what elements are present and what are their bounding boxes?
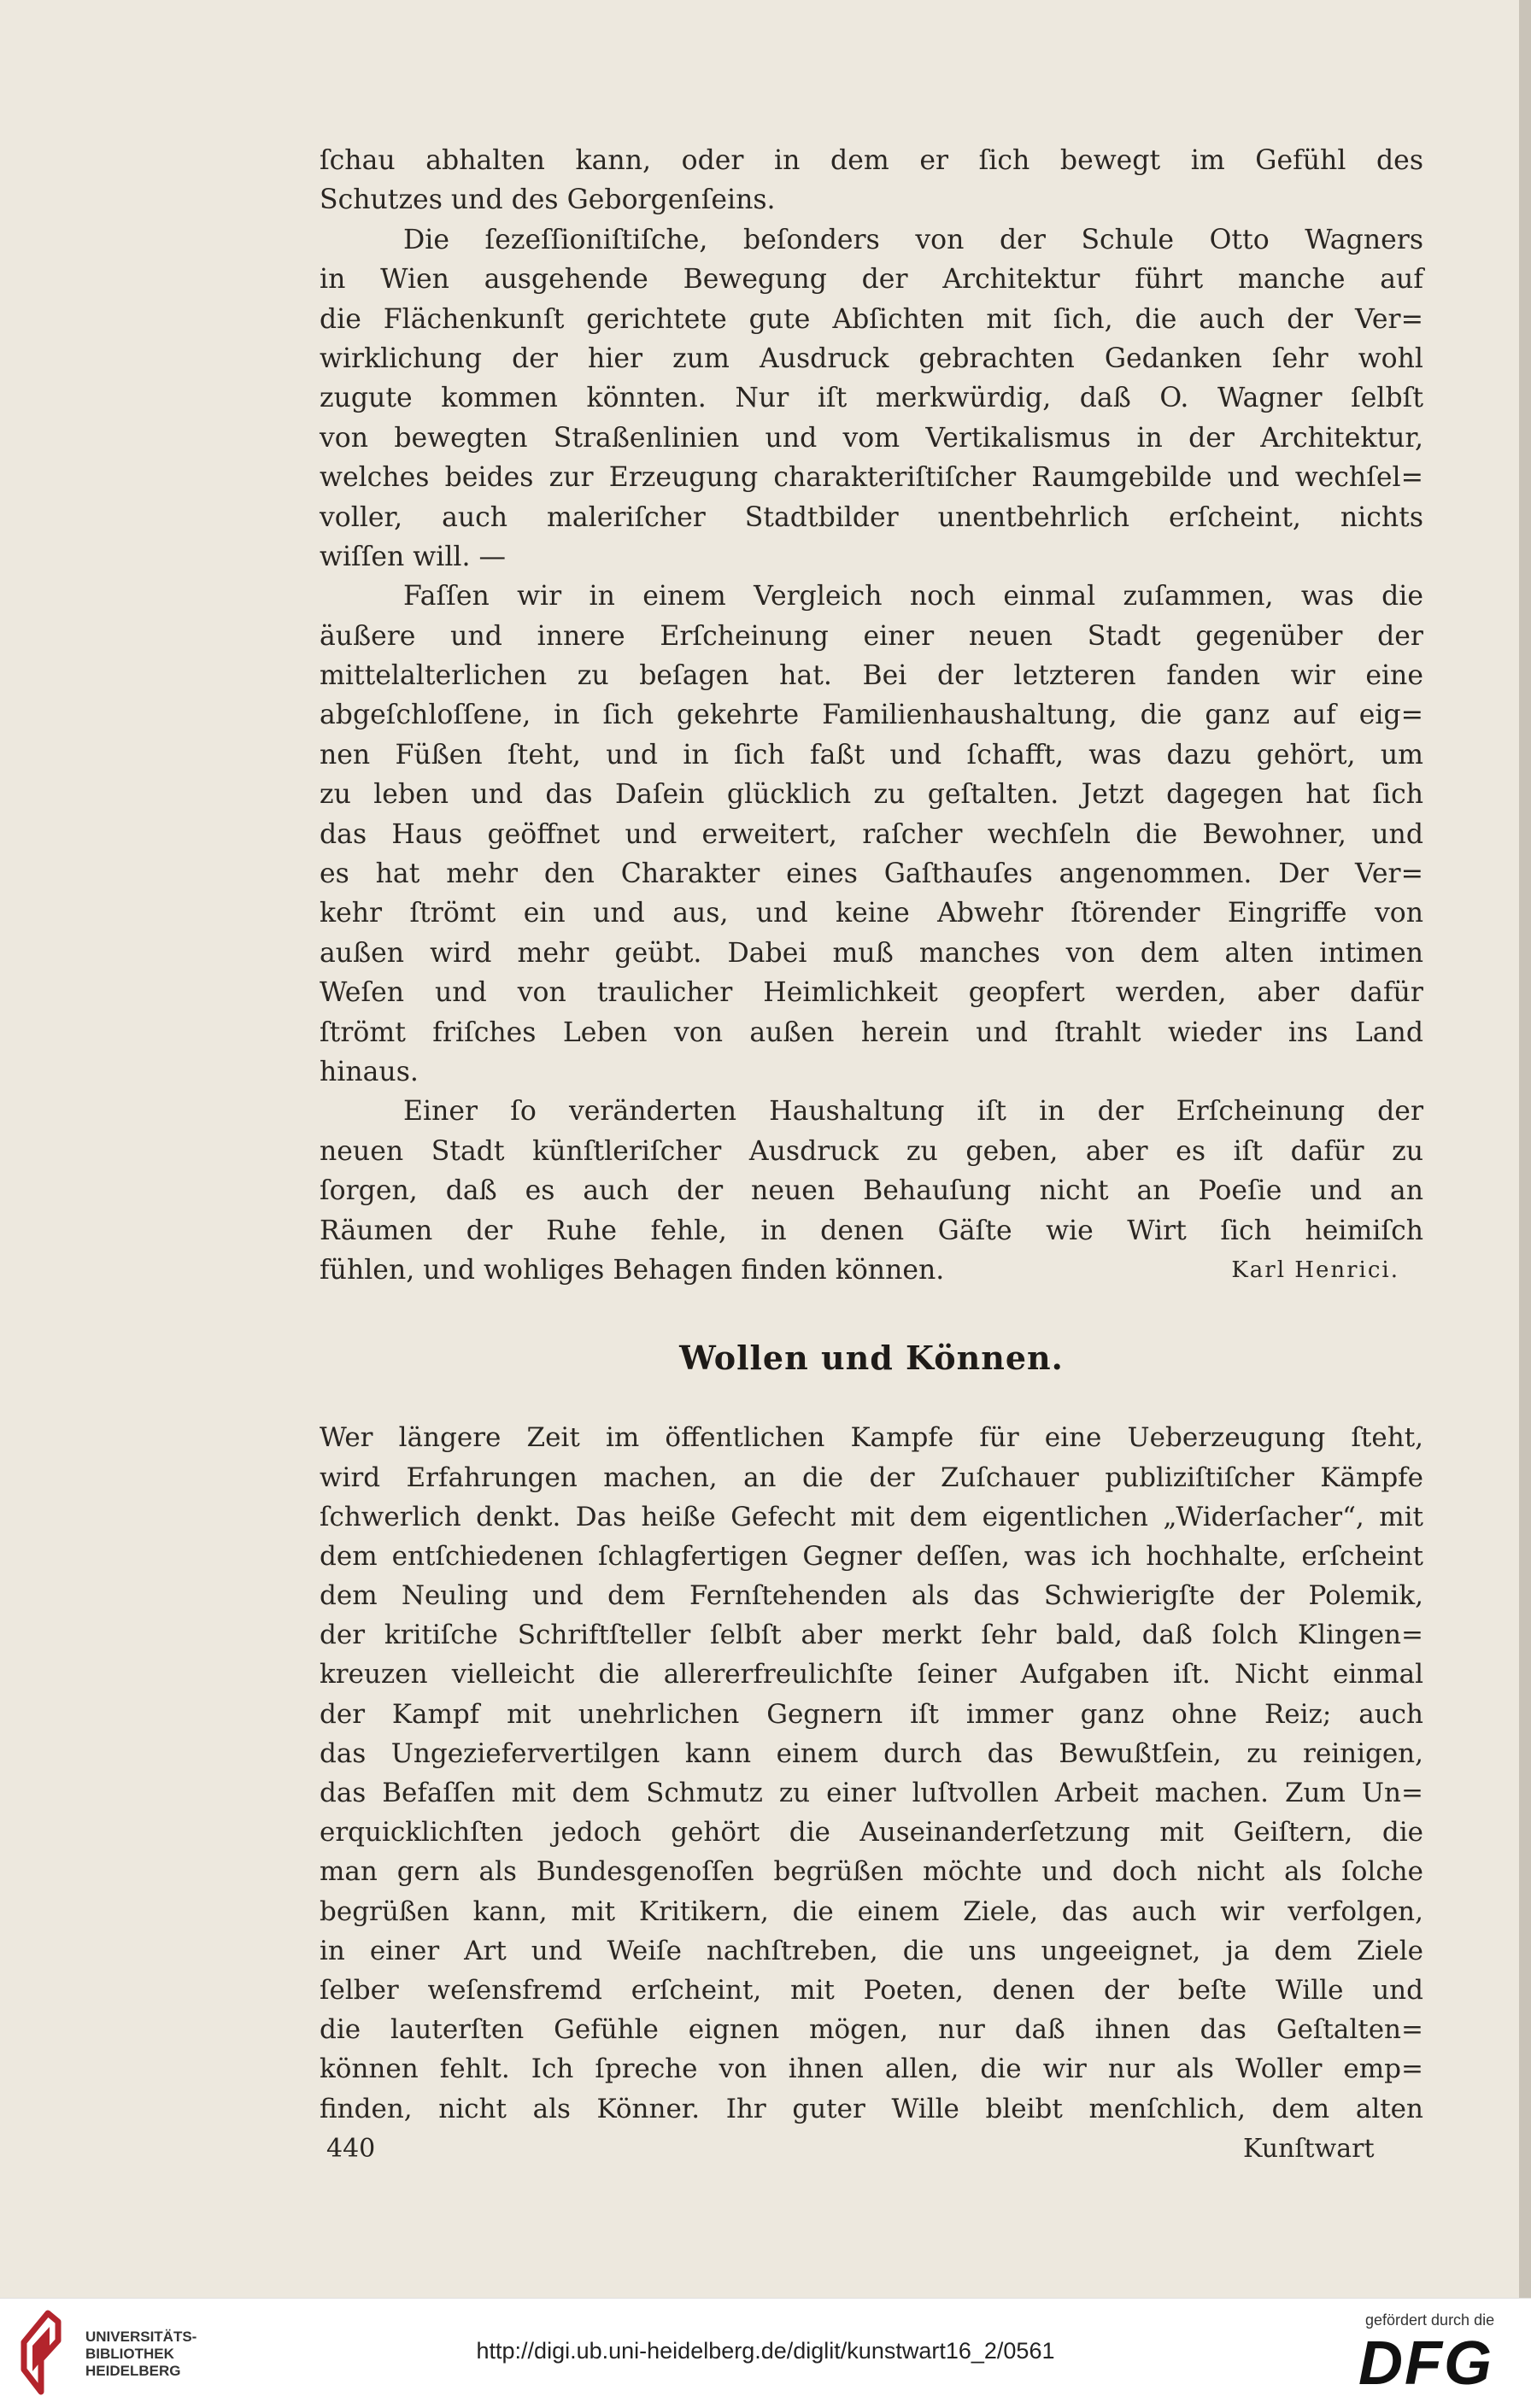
- text-line: zu leben und das Daſein glücklich zu geſtalten. Jetzt dagegen hat ſich: [320, 779, 1423, 811]
- text-line: Einer ſo veränderten Haushaltung iſt in der Erſcheinung der: [403, 1096, 1423, 1128]
- text-line: außen wird mehr geübt. Dabei muß manches von dem alten intimen: [320, 937, 1423, 969]
- text-line: begrüßen kann, mit Kritikern, die einem Ziele, das auch wir verfolgen,: [320, 1895, 1423, 1927]
- text-line: ſchwerlich denkt. Das heiße Gefecht mit dem eigentlichen „Widerſacher“, mit: [320, 1501, 1423, 1532]
- text-line: der Kampf mit unehrlichen Gegnern iſt immer ganz ohne Reiz; auch: [320, 1698, 1423, 1730]
- text-line: mittelalterlichen zu beſagen hat. Bei der letzteren fanden wir eine: [320, 660, 1423, 692]
- text-line: ſelber weſensfremd erſcheint, mit Poeten, denen der beſte Wille und: [320, 1974, 1423, 2006]
- text-line: Wer längere Zeit im öffentlichen Kampfe für eine Ueberzeugung ſteht,: [320, 1422, 1423, 1454]
- library-name-line: BIBLIOTHEK: [85, 2346, 174, 2362]
- library-name-line: HEIDELBERG: [85, 2363, 181, 2379]
- text-line: äußere und innere Erſcheinung einer neuen Stadt gegenüber der: [320, 620, 1423, 652]
- text-line: das Befaſſen mit dem Schmutz zu einer luſtvollen Arbeit machen. Zum Un=: [320, 1778, 1423, 1809]
- text-line: wirklichung der hier zum Ausdruck gebrachten Gedanken ſehr wohl: [320, 343, 1423, 374]
- text-line: dem Neuling und dem Fernſtehenden als das Schwierigſte der Polemik,: [320, 1580, 1423, 1612]
- text-line: in Wien ausgehende Bewegung der Architektur führt manche auf: [320, 264, 1423, 296]
- text-line: können fehlt. Ich ſpreche von ihnen allen, die wir nur als Woller emp=: [320, 2054, 1423, 2085]
- text-line: erquicklichſten jedoch gehört die Auseinanderſetzung mit Geiſtern, die: [320, 1817, 1423, 1848]
- text-line: Schutzes und des Geborgenſeins.: [320, 185, 776, 216]
- page-number: 440: [326, 2134, 376, 2164]
- text-line: welches beides zur Erzeugung charakteriſtiſcher Raumgebilde und wechſel=: [320, 462, 1423, 494]
- text-line: das Haus geöffnet und erweitert, raſcher wechſeln die Bewohner, und: [320, 818, 1423, 850]
- text-line: wiſſen will. —: [320, 541, 507, 572]
- text-line: dem entſchiedenen ſchlagfertigen Gegner deſſen, was ich hochhalte, erſcheint: [320, 1540, 1423, 1572]
- text-line: Die ſezeſſioniſtiſche, beſonders von der Schule Otto Wagners: [403, 224, 1423, 255]
- text-line: Räumen der Ruhe fehle, in denen Gäſte wie Wirt ſich heimiſch: [320, 1215, 1423, 1246]
- text-line: ſorgen, daß es auch der neuen Behauſung nicht an Poeſie und an: [320, 1175, 1423, 1207]
- journal-name: Kunſtwart: [1243, 2134, 1375, 2164]
- text-line: es hat mehr den Charakter eines Gaſthauſes angenommen. Der Ver=: [320, 858, 1423, 890]
- text-line: das Ungeziefervertilgen kann einem durch das Bewußtſein, zu reinigen,: [320, 1737, 1423, 1769]
- text-line: in einer Art und Weiſe nachſtreben, die uns ungeeignet, ja dem Ziele: [320, 1935, 1423, 1966]
- text-line: finden, nicht als Könner. Ihr guter Wille bleibt menſchlich, dem alten: [320, 2093, 1423, 2124]
- funder-label: gefördert durch die: [1365, 2311, 1495, 2329]
- text-line: abgeſchloſſene, in ſich gekehrte Familienhaushaltung, die ganz auf eig=: [320, 700, 1423, 731]
- text-line: der kritiſche Schriftſteller ſelbſt aber merkt ſehr bald, daß ſolch Klingen=: [320, 1620, 1423, 1651]
- text-line: ſtrömt friſches Leben von außen herein und ſtrahlt wieder ins Land: [320, 1017, 1423, 1048]
- text-line: die Flächenkunſt gerichtete gute Abſichten mit ſich, die auch der Ver=: [320, 303, 1423, 335]
- text-line: Faſſen wir in einem Vergleich noch einmal zuſammen, was die: [403, 581, 1423, 612]
- text-line: hinaus.: [320, 1056, 419, 1087]
- text-line: voller, auch maleriſcher Stadtbilder unentbehrlich erſcheint, nichts: [320, 501, 1423, 533]
- text-line: wird Erfahrungen machen, an die der Zuſchauer publiziſtiſcher Kämpfe: [320, 1462, 1423, 1493]
- dfg-logo-icon: DFG: [1358, 2329, 1493, 2398]
- text-line: kehr ſtrömt ein und aus, und keine Abwehr ſtörender Eingriffe von: [320, 898, 1423, 929]
- author-signature: Karl Henrici.: [1231, 1257, 1399, 1283]
- text-line: kreuzen vielleicht die allererfreulichſte ſeiner Aufgaben iſt. Nicht einmal: [320, 1659, 1423, 1690]
- library-name-line: UNIVERSITÄTS-: [85, 2329, 197, 2345]
- text-line: ſchau abhalten kann, oder in dem er ſich bewegt im Gefühl des: [320, 145, 1423, 176]
- text-line: Weſen und von traulicher Heimlichkeit geopfert werden, aber dafür: [320, 977, 1423, 1009]
- text-line: neuen Stadt künſtleriſcher Ausdruck zu geben, aber es iſt dafür zu: [320, 1135, 1423, 1167]
- text-line: nen Füßen ſteht, und in ſich faßt und ſchafft, was dazu gehört, um: [320, 739, 1423, 770]
- text-line: man gern als Bundesgenoſſen begrüßen möchte und doch nicht als ſolche: [320, 1856, 1423, 1888]
- article-heading: Wollen und Können.: [679, 1339, 1064, 1378]
- text-line: fühlen, und wohliges Behagen finden können. Karl Henrici.: [320, 1251, 1423, 1290]
- article-henrici-ending: [320, 141, 1423, 1290]
- text-line: zugute kommen könnten. Nur iſt merkwürdig, daß O. Wagner ſelbſt: [320, 383, 1423, 414]
- text-column: [320, 141, 1423, 2129]
- permalink-url[interactable]: http://digi.ub.uni-heidelberg.de/diglit/kunstwart16_2/0561: [476, 2338, 1055, 2364]
- text-line: von bewegten Straßenlinien und vom Vertikalismus in der Architektur,: [320, 422, 1423, 454]
- page-edge: [1519, 0, 1531, 2298]
- article-wollen-und-koennen: [320, 1418, 1423, 2128]
- text-line: die lauterſten Gefühle eignen mögen, nur daß ihnen das Geſtalten=: [320, 2014, 1423, 2046]
